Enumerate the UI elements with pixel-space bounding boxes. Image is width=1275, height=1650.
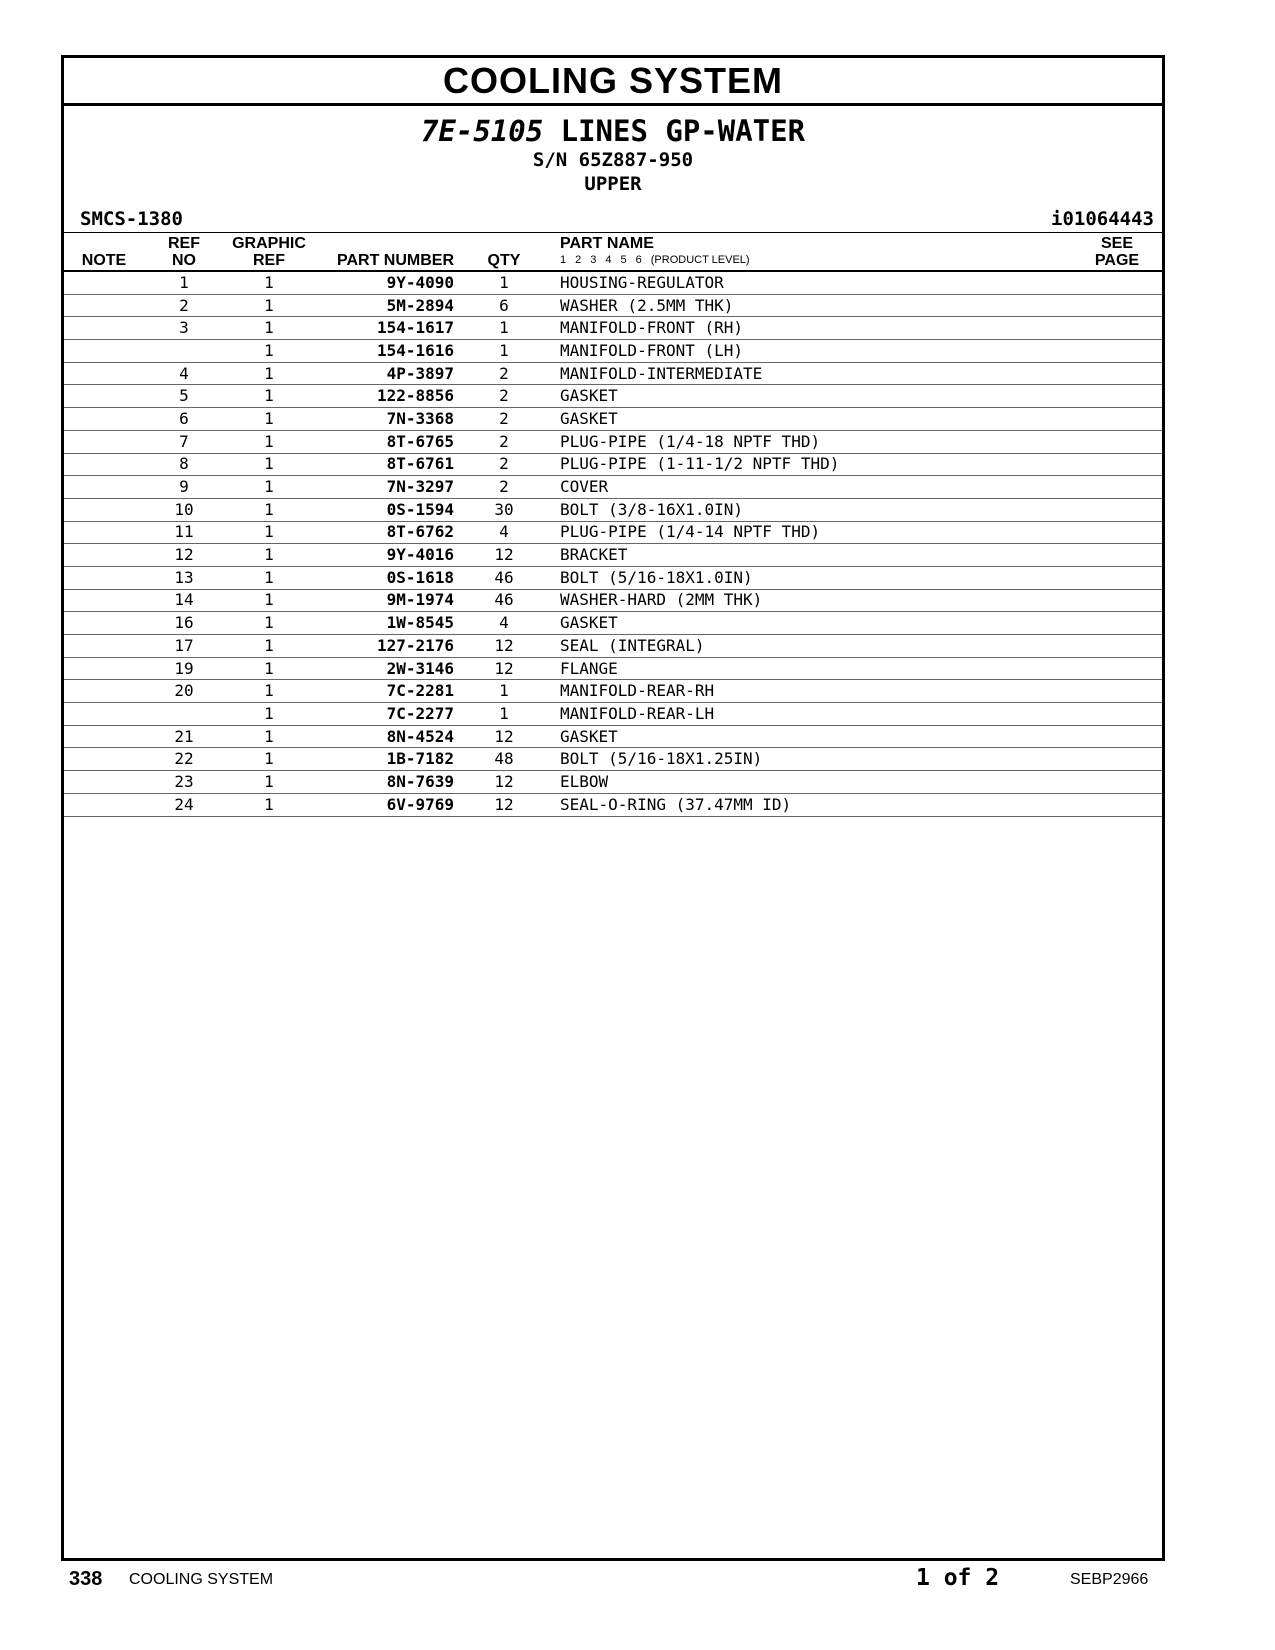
table-row	[64, 657, 1162, 680]
cell-ref-no: 22	[144, 748, 224, 771]
cell-qty: 12	[454, 793, 554, 816]
cell-qty: 1	[454, 680, 554, 703]
cell-note	[64, 294, 144, 317]
cell-graphic-ref: 1	[224, 498, 314, 521]
cell-ref-no: 24	[144, 793, 224, 816]
table-row	[64, 385, 1162, 408]
cell-see-page	[1072, 748, 1162, 771]
cell-graphic-ref: 1	[224, 385, 314, 408]
cell-ref-no: 20	[144, 680, 224, 703]
cell-see-page	[1072, 430, 1162, 453]
cell-qty: 2	[454, 453, 554, 476]
cell-qty: 12	[454, 725, 554, 748]
cell-graphic-ref: 1	[224, 771, 314, 794]
cell-part-name: WASHER (2.5MM THK)	[554, 294, 1072, 317]
table-row	[64, 521, 1162, 544]
group-position: UPPER	[584, 173, 642, 195]
table-row	[64, 544, 1162, 567]
table-row	[64, 793, 1162, 816]
header-ref-no: REF NO	[144, 233, 224, 272]
cell-graphic-ref: 1	[224, 453, 314, 476]
cell-qty: 12	[454, 771, 554, 794]
table-row	[64, 566, 1162, 589]
cell-graphic-ref: 1	[224, 476, 314, 499]
cell-graphic-ref: 1	[224, 612, 314, 635]
table-row	[64, 612, 1162, 635]
cell-ref-no: 8	[144, 453, 224, 476]
cell-ref-no: 21	[144, 725, 224, 748]
cell-graphic-ref: 1	[224, 544, 314, 567]
product-level-4: 4	[605, 254, 612, 266]
table-row	[64, 317, 1162, 340]
table-row	[64, 703, 1162, 726]
cell-part-name: BOLT (5/16-18X1.25IN)	[554, 748, 1072, 771]
cell-ref-no: 6	[144, 408, 224, 431]
cell-note	[64, 385, 144, 408]
cell-qty: 30	[454, 498, 554, 521]
cell-graphic-ref: 1	[224, 635, 314, 658]
cell-note	[64, 589, 144, 612]
cell-ref-no: 13	[144, 566, 224, 589]
cell-ref-no: 7	[144, 430, 224, 453]
cell-qty: 2	[454, 430, 554, 453]
cell-part-number: 2W-3146	[314, 657, 454, 680]
cell-see-page	[1072, 521, 1162, 544]
header-note: NOTE	[64, 233, 144, 272]
cell-qty: 4	[454, 612, 554, 635]
cell-qty: 12	[454, 657, 554, 680]
product-level-note: (PRODUCT LEVEL)	[650, 254, 750, 266]
group-part-number: 7E-5105	[420, 114, 544, 148]
header-part-name-label: PART NAME	[560, 235, 654, 252]
cell-note	[64, 635, 144, 658]
table-row	[64, 271, 1162, 294]
parts-table-body	[64, 271, 1162, 816]
cell-part-number: 7N-3368	[314, 408, 454, 431]
cell-note	[64, 793, 144, 816]
table-row	[64, 589, 1162, 612]
cell-part-name: MANIFOLD-INTERMEDIATE	[554, 362, 1072, 385]
cell-qty: 4	[454, 521, 554, 544]
header-graphic-ref: GRAPHIC REF	[224, 233, 314, 272]
header-qty: QTY	[454, 233, 554, 272]
cell-graphic-ref: 1	[224, 430, 314, 453]
cell-part-number: 8T-6761	[314, 453, 454, 476]
cell-part-name: BOLT (3/8-16X1.0IN)	[554, 498, 1072, 521]
cell-graphic-ref: 1	[224, 294, 314, 317]
product-levels	[560, 252, 1072, 269]
codes-row	[64, 200, 1162, 232]
cell-part-number: 4P-3897	[314, 362, 454, 385]
cell-graphic-ref: 1	[224, 340, 314, 363]
cell-ref-no: 11	[144, 521, 224, 544]
cell-note	[64, 748, 144, 771]
cell-qty: 1	[454, 271, 554, 294]
serial-range: S/N 65Z887-950	[532, 149, 694, 171]
cell-graphic-ref: 1	[224, 271, 314, 294]
cell-part-number: 127-2176	[314, 635, 454, 658]
cell-see-page	[1072, 340, 1162, 363]
cell-ref-no: 16	[144, 612, 224, 635]
cell-note	[64, 362, 144, 385]
page-footer	[0, 1565, 1275, 1598]
cell-see-page	[1072, 793, 1162, 816]
parts-page-frame	[61, 55, 1165, 1561]
cell-part-name: SEAL (INTEGRAL)	[554, 635, 1072, 658]
cell-note	[64, 725, 144, 748]
cell-part-name: MANIFOLD-REAR-RH	[554, 680, 1072, 703]
cell-graphic-ref: 1	[224, 589, 314, 612]
section-title-band	[64, 58, 1162, 106]
cell-note	[64, 680, 144, 703]
cell-graphic-ref: 1	[224, 657, 314, 680]
cell-see-page	[1072, 408, 1162, 431]
table-row	[64, 294, 1162, 317]
parts-table	[64, 232, 1162, 817]
cell-note	[64, 566, 144, 589]
cell-graphic-ref: 1	[224, 521, 314, 544]
table-row	[64, 635, 1162, 658]
cell-part-name: GASKET	[554, 612, 1072, 635]
cell-part-number: 8N-4524	[314, 725, 454, 748]
cell-part-number: 154-1616	[314, 340, 454, 363]
page-number: 338	[69, 1568, 103, 1590]
cell-see-page	[1072, 453, 1162, 476]
sheet-indicator: 1 of 2	[916, 1565, 1000, 1591]
cell-see-page	[1072, 566, 1162, 589]
cell-note	[64, 340, 144, 363]
cell-graphic-ref: 1	[224, 793, 314, 816]
cell-note	[64, 657, 144, 680]
cell-part-name: PLUG-PIPE (1/4-18 NPTF THD)	[554, 430, 1072, 453]
cell-part-number: 0S-1594	[314, 498, 454, 521]
cell-graphic-ref: 1	[224, 408, 314, 431]
cell-ref-no: 23	[144, 771, 224, 794]
cell-note	[64, 498, 144, 521]
cell-see-page	[1072, 635, 1162, 658]
table-row	[64, 453, 1162, 476]
cell-qty: 2	[454, 476, 554, 499]
cell-part-name: BRACKET	[554, 544, 1072, 567]
cell-see-page	[1072, 680, 1162, 703]
cell-note	[64, 317, 144, 340]
cell-part-number: 9M-1974	[314, 589, 454, 612]
cell-part-name: MANIFOLD-REAR-LH	[554, 703, 1072, 726]
cell-see-page	[1072, 589, 1162, 612]
cell-note	[64, 430, 144, 453]
cell-ref-no: 19	[144, 657, 224, 680]
cell-see-page	[1072, 771, 1162, 794]
footer-section: COOLING SYSTEM	[129, 1571, 274, 1588]
cell-graphic-ref: 1	[224, 725, 314, 748]
cell-part-name: PLUG-PIPE (1/4-14 NPTF THD)	[554, 521, 1072, 544]
section-title: COOLING SYSTEM	[442, 60, 784, 101]
cell-part-number: 0S-1618	[314, 566, 454, 589]
cell-note	[64, 612, 144, 635]
cell-part-number: 8T-6765	[314, 430, 454, 453]
cell-graphic-ref: 1	[224, 566, 314, 589]
cell-part-name: ELBOW	[554, 771, 1072, 794]
parts-table-header	[64, 233, 1162, 272]
cell-part-name: GASKET	[554, 385, 1072, 408]
cell-qty: 46	[454, 566, 554, 589]
table-row	[64, 408, 1162, 431]
product-level-2: 2	[575, 254, 582, 266]
table-row	[64, 725, 1162, 748]
cell-note	[64, 521, 144, 544]
cell-see-page	[1072, 703, 1162, 726]
cell-qty: 1	[454, 317, 554, 340]
cell-graphic-ref: 1	[224, 703, 314, 726]
table-row	[64, 476, 1162, 499]
cell-qty: 6	[454, 294, 554, 317]
cell-graphic-ref: 1	[224, 748, 314, 771]
table-row	[64, 340, 1162, 363]
cell-part-number: 9Y-4090	[314, 271, 454, 294]
cell-ref-no: 2	[144, 294, 224, 317]
cell-ref-no	[144, 340, 224, 363]
cell-graphic-ref: 1	[224, 317, 314, 340]
table-row	[64, 680, 1162, 703]
cell-ref-no: 3	[144, 317, 224, 340]
cell-see-page	[1072, 476, 1162, 499]
cell-ref-no: 4	[144, 362, 224, 385]
header-part-name	[554, 233, 1072, 272]
cell-note	[64, 408, 144, 431]
cell-qty: 1	[454, 340, 554, 363]
cell-note	[64, 703, 144, 726]
cell-see-page	[1072, 725, 1162, 748]
cell-part-number: 5M-2894	[314, 294, 454, 317]
cell-note	[64, 453, 144, 476]
cell-ref-no: 1	[144, 271, 224, 294]
cell-see-page	[1072, 271, 1162, 294]
group-name: LINES GP-WATER	[560, 114, 806, 148]
cell-part-number: 7N-3297	[314, 476, 454, 499]
cell-part-number: 7C-2277	[314, 703, 454, 726]
cell-see-page	[1072, 362, 1162, 385]
cell-part-name: MANIFOLD-FRONT (RH)	[554, 317, 1072, 340]
cell-graphic-ref: 1	[224, 362, 314, 385]
product-level-3: 3	[590, 254, 597, 266]
cell-see-page	[1072, 294, 1162, 317]
header-see-page: SEE PAGE	[1072, 233, 1162, 272]
table-row	[64, 362, 1162, 385]
table-row	[64, 748, 1162, 771]
cell-part-number: 1W-8545	[314, 612, 454, 635]
cell-ref-no: 17	[144, 635, 224, 658]
illustration-id: i01064443	[1051, 208, 1154, 230]
cell-ref-no: 9	[144, 476, 224, 499]
cell-part-name: PLUG-PIPE (1-11-1/2 NPTF THD)	[554, 453, 1072, 476]
cell-qty: 12	[454, 635, 554, 658]
cell-part-name: FLANGE	[554, 657, 1072, 680]
cell-see-page	[1072, 498, 1162, 521]
cell-see-page	[1072, 385, 1162, 408]
cell-note	[64, 476, 144, 499]
document-id: SEBP2966	[1070, 1571, 1149, 1588]
product-level-5: 5	[620, 254, 627, 266]
cell-part-name: COVER	[554, 476, 1072, 499]
cell-qty: 2	[454, 385, 554, 408]
cell-qty: 46	[454, 589, 554, 612]
cell-part-name: GASKET	[554, 725, 1072, 748]
cell-ref-no: 14	[144, 589, 224, 612]
cell-see-page	[1072, 657, 1162, 680]
cell-part-number: 9Y-4016	[314, 544, 454, 567]
product-level-6: 6	[635, 254, 642, 266]
cell-part-number: 8N-7639	[314, 771, 454, 794]
cell-part-name: HOUSING-REGULATOR	[554, 271, 1072, 294]
cell-part-number: 154-1617	[314, 317, 454, 340]
cell-part-number: 6V-9769	[314, 793, 454, 816]
cell-note	[64, 544, 144, 567]
table-row	[64, 498, 1162, 521]
cell-part-name: WASHER-HARD (2MM THK)	[554, 589, 1072, 612]
cell-part-name: SEAL-O-RING (37.47MM ID)	[554, 793, 1072, 816]
cell-note	[64, 771, 144, 794]
cell-qty: 48	[454, 748, 554, 771]
group-heading	[64, 114, 1162, 148]
cell-ref-no: 12	[144, 544, 224, 567]
header-part-number: PART NUMBER	[314, 233, 454, 272]
cell-part-number: 8T-6762	[314, 521, 454, 544]
cell-graphic-ref: 1	[224, 680, 314, 703]
table-row	[64, 430, 1162, 453]
cell-part-name: MANIFOLD-FRONT (LH)	[554, 340, 1072, 363]
product-level-1: 1	[560, 254, 567, 266]
cell-see-page	[1072, 612, 1162, 635]
cell-qty: 1	[454, 703, 554, 726]
cell-part-name: GASKET	[554, 408, 1072, 431]
table-row	[64, 771, 1162, 794]
cell-part-number: 7C-2281	[314, 680, 454, 703]
cell-note	[64, 271, 144, 294]
smcs-code: SMCS-1380	[80, 208, 183, 230]
cell-qty: 2	[454, 362, 554, 385]
cell-qty: 12	[454, 544, 554, 567]
cell-part-number: 1B-7182	[314, 748, 454, 771]
cell-qty: 2	[454, 408, 554, 431]
cell-ref-no	[144, 703, 224, 726]
cell-ref-no: 5	[144, 385, 224, 408]
cell-part-name: BOLT (5/16-18X1.0IN)	[554, 566, 1072, 589]
cell-part-number: 122-8856	[314, 385, 454, 408]
cell-ref-no: 10	[144, 498, 224, 521]
cell-see-page	[1072, 544, 1162, 567]
cell-see-page	[1072, 317, 1162, 340]
